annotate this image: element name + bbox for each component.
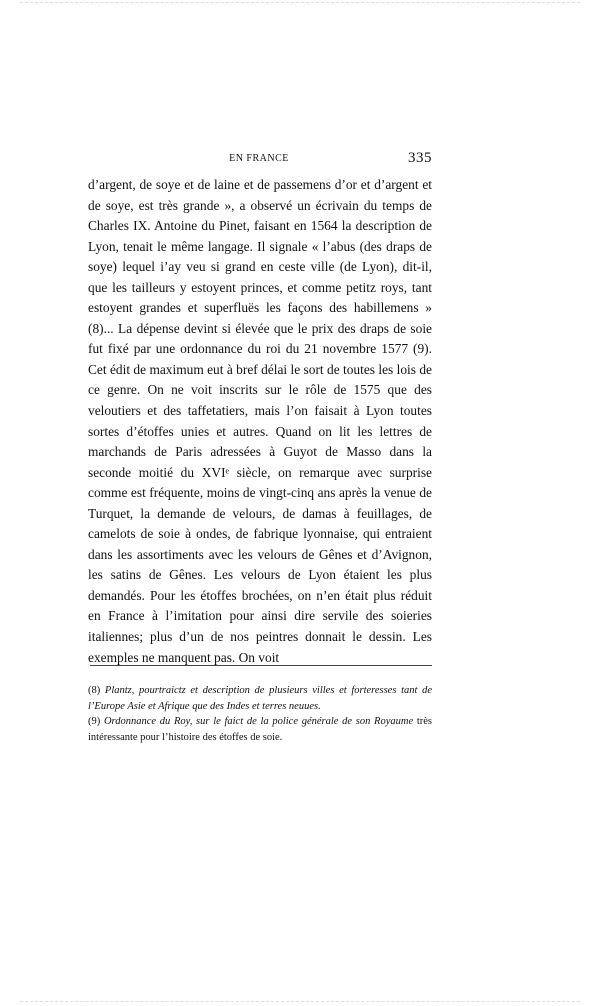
scan-edge-bottom [20, 993, 580, 1002]
footnote-9-text: très intéressante pour l’histoire des étoffes de soie. [88, 716, 432, 743]
footnotes [88, 683, 432, 745]
page-number: 335 [408, 150, 432, 166]
footnote-8-number: (8) [88, 685, 101, 696]
body-text [88, 175, 432, 668]
footnote-separator [90, 665, 432, 666]
body-paragraph: d’argent, de soye et de laine et de passemens d’or et d’argent et de soye, est très grande », a observé un écrivain du temps de Charles IX. Antoine du Pinet, faisant en 1564 la description de Lyon, tenait le même langage. Il signale « l’abus (des draps de soye) lequel i’ay veu si grand en ceste ville (de Lyon), dit-il, que les tailleurs y estoyent princes, et comme petitz roys, tant estoyent grandes et superfluës les façons des habillemens » (8)... La dépense devint si élevée que le prix des draps de soie fut fixé par une ordonnance du roi du 21 novembre 1577 (9). Cet édit de maximum eut à bref délai le sort de toutes les lois de ce genre. On ne voit inscrits sur le rôle de 1575 que des veloutiers et des taffetatiers, mais l’on faisait à Lyon toutes sortes d’étoffes unies et autres. Quand on lit les lettres de marchands de Paris adressées à Guyot de Masso dans la seconde moitié du XVIᵉ siècle, on remarque avec surprise comme est fréquente, moins de vingt-cinq ans après la venue de Turquet, la demande de velours, de damas à feuillages, de camelots de soie à ondes, de fabrique lyonnaise, qui entraient dans les assortiments avec les velours de Gênes et d’Avignon, les satins de Gênes. Les velours de Lyon étaient les plus demandés. Pour les étoffes brochées, on n’en était plus réduit en France à l’imitation pour ainsi dire servile des soieries italiennes; plus d’un de nos peintres donnait le dessin. Les exemples ne manquent pas. On voit [88, 177, 432, 665]
scan-edge-top [20, 2, 580, 11]
footnote-9 [88, 714, 432, 745]
footnote-9-number: (9) [88, 716, 101, 727]
running-head: EN FRANCE [229, 153, 289, 164]
footnote-8 [88, 683, 432, 714]
footnote-8-text: Plantz, pourtraictz et description de plusieurs villes et forteresses tant de l’Europe Asie et Afrique que des Indes et terres neuues. [88, 685, 432, 712]
page-header [86, 150, 432, 168]
footnote-9-title: Ordonnance du Roy, sur le faict de la police générale de son Royaume [103, 716, 414, 727]
